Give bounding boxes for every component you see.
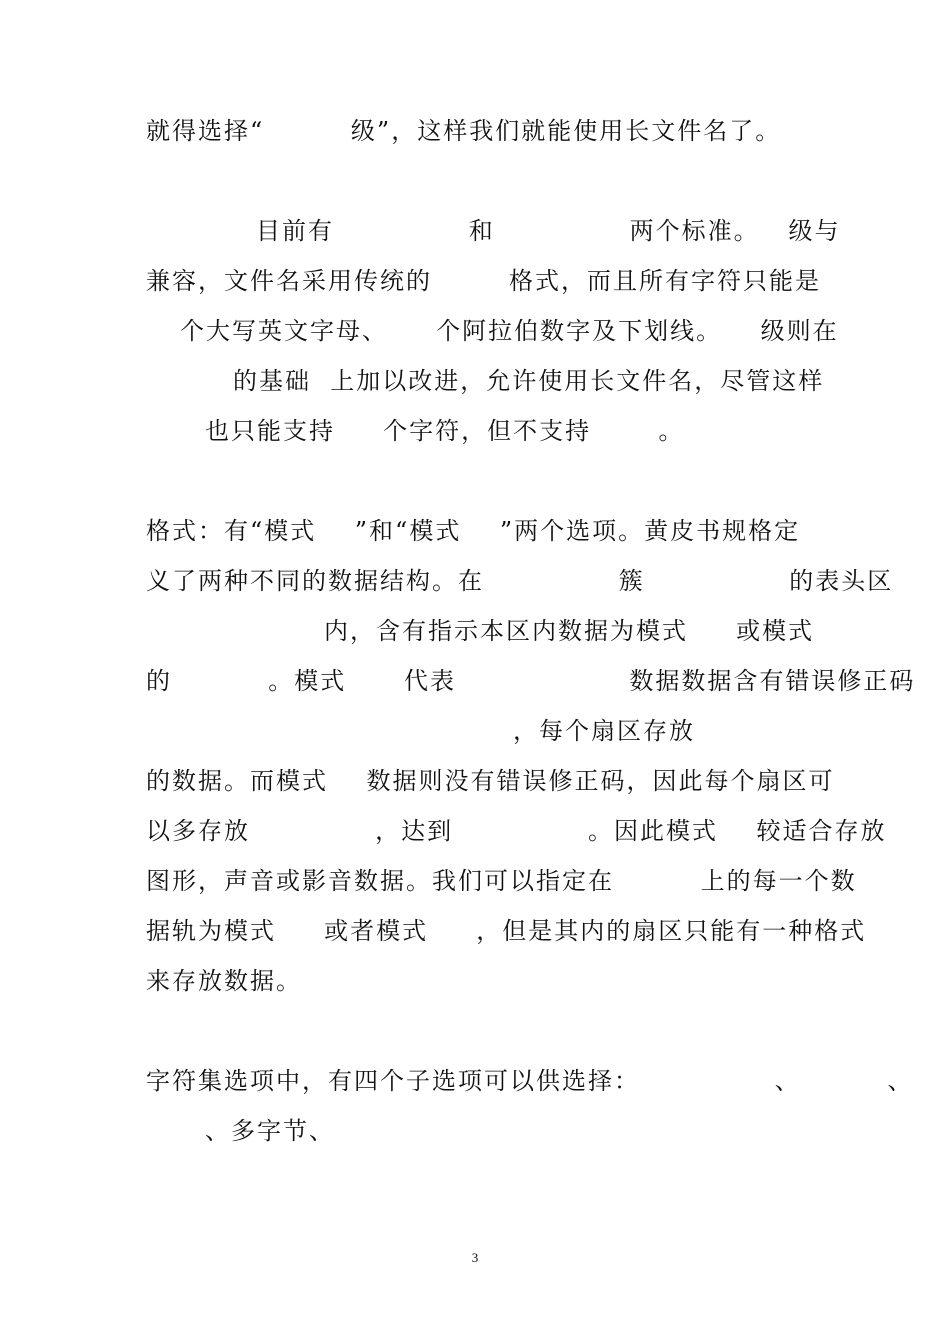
text-line-7: 格式：有“模式 ”和“模式 ”两个选项。黄皮书规格定 [146,517,801,545]
text-line-16: 来存放数据。 [146,967,302,995]
text-line-15: 据轨为模式 或者模式 ，但是其内的扇区只能有一种格式 [146,917,867,945]
text-line-14: 图形，声音或影音数据。我们可以指定在 上的每一个数 [146,867,857,895]
text-line-17: 字符集选项中，有四个子选项可以供选择： 、 、 [146,1067,914,1095]
text-line-13: 以多存放 ，达到 。因此模式 较适合存放 [146,817,887,845]
text-line-8: 义了两种不同的数据结构。在 簇 的表头区 [146,567,894,595]
text-line-6: 也只能支持 个字符，但不支持 。 [205,417,685,445]
text-line-5: 的基础 上加以改进，允许使用长文件名，尽管这样 [233,367,825,395]
text-line-11: ，每个扇区存放 [513,717,695,745]
text-line-4: 个大写英文字母、 个阿拉伯数字及下划线。 级则在 [180,317,839,345]
text-line-9: 内，含有指示本区内数据为模式 或模式 [324,617,815,645]
text-line-18: 、多字节、 [205,1117,335,1145]
text-line-10: 的 。模式 代表 数据数据含有错误修正码 [146,667,916,695]
page-number: 3 [471,1250,479,1265]
text-line-1: 就得选择“ 级”，这样我们就能使用长文件名了。 [146,117,782,145]
text-line-2: 目前有 和 两个标准。 级与 [256,217,841,245]
text-line-3: 兼容，文件名采用传统的 格式，而且所有字符只能是 [146,267,822,295]
text-line-12: 的数据。而模式 数据则没有错误修正码，因此每个扇区可 [146,767,835,795]
